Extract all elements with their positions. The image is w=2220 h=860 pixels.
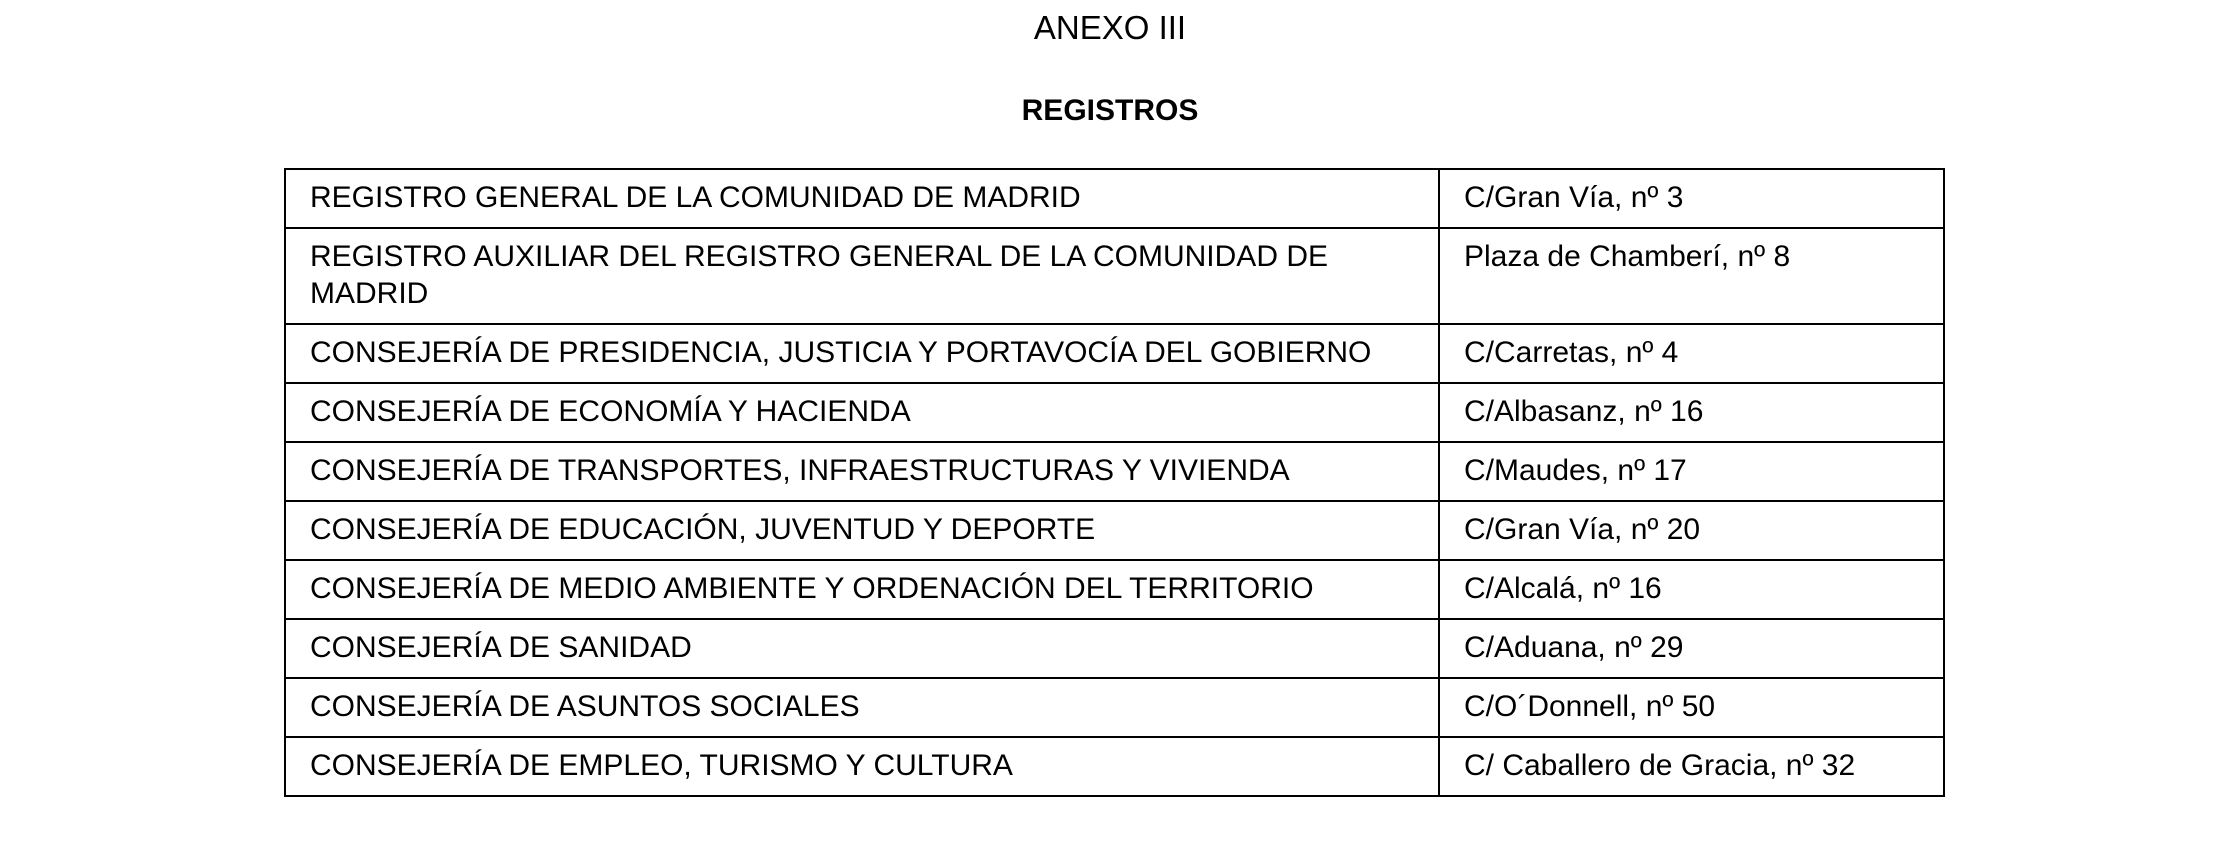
registry-address-cell: C/Maudes, nº 17 <box>1439 442 1944 501</box>
table-row <box>285 737 1944 796</box>
table-row <box>285 383 1944 442</box>
registry-name-cell: CONSEJERÍA DE SANIDAD <box>285 619 1439 678</box>
registry-address-cell: Plaza de Chamberí, nº 8 <box>1439 228 1944 324</box>
registry-name-cell: CONSEJERÍA DE PRESIDENCIA, JUSTICIA Y PORTAVOCÍA DEL GOBIERNO <box>285 324 1439 383</box>
table-row <box>285 678 1944 737</box>
table-row <box>285 560 1944 619</box>
registry-name-cell: CONSEJERÍA DE TRANSPORTES, INFRAESTRUCTURAS Y VIVIENDA <box>285 442 1439 501</box>
registry-name-cell: REGISTRO AUXILIAR DEL REGISTRO GENERAL DE LA COMUNIDAD DE MADRID <box>285 228 1439 324</box>
registry-table <box>284 168 1945 797</box>
registry-name-cell: CONSEJERÍA DE ASUNTOS SOCIALES <box>285 678 1439 737</box>
table-row <box>285 169 1944 228</box>
registry-address-cell: C/Alcalá, nº 16 <box>1439 560 1944 619</box>
registry-address-cell: C/Gran Vía, nº 3 <box>1439 169 1944 228</box>
registry-name-cell: CONSEJERÍA DE MEDIO AMBIENTE Y ORDENACIÓN DEL TERRITORIO <box>285 560 1439 619</box>
registry-address-cell: C/Aduana, nº 29 <box>1439 619 1944 678</box>
table-row <box>285 442 1944 501</box>
table-row <box>285 324 1944 383</box>
registry-name-cell: REGISTRO GENERAL DE LA COMUNIDAD DE MADRID <box>285 169 1439 228</box>
registry-name-cell: CONSEJERÍA DE ECONOMÍA Y HACIENDA <box>285 383 1439 442</box>
table-row <box>285 501 1944 560</box>
registry-address-cell: C/Carretas, nº 4 <box>1439 324 1944 383</box>
document-title: ANEXO III <box>1033 9 1187 46</box>
registry-name-cell: CONSEJERÍA DE EDUCACIÓN, JUVENTUD Y DEPORTE <box>285 501 1439 560</box>
table-row <box>285 228 1944 324</box>
table-row <box>285 619 1944 678</box>
registry-address-cell: C/ Caballero de Gracia, nº 32 <box>1439 737 1944 796</box>
registry-address-cell: C/O´Donnell, nº 50 <box>1439 678 1944 737</box>
document-subtitle: REGISTROS <box>1021 94 1199 127</box>
registry-address-cell: C/Albasanz, nº 16 <box>1439 383 1944 442</box>
registry-address-cell: C/Gran Vía, nº 20 <box>1439 501 1944 560</box>
registry-name-cell: CONSEJERÍA DE EMPLEO, TURISMO Y CULTURA <box>285 737 1439 796</box>
